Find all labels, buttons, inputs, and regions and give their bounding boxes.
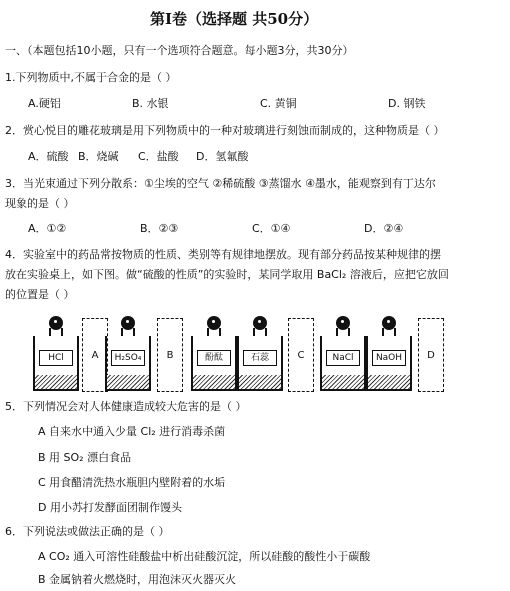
bottle-neck: [49, 328, 63, 336]
question-4-stem-line1: 4．实验室中的药品常按物质的性质、类别等有规律地摆放。现有部分药品按某种规律的摆: [5, 248, 441, 261]
bottle-liquid: [239, 375, 281, 389]
question-3-stem-line2: 现象的是（ ）: [5, 197, 75, 210]
bottle-liquid: [322, 375, 364, 389]
bottle-neck: [121, 328, 135, 336]
reagent-bottle: [320, 336, 366, 391]
reagent-bottle: [191, 336, 237, 391]
bottle-neck: [336, 328, 350, 336]
question-5-stem: 5．下列情况会对人体健康造成较大危害的是（ ）: [5, 400, 247, 413]
bottle-liquid: [193, 375, 235, 389]
bottle-label: NaCl: [326, 350, 360, 366]
question-2-stem: 2．赏心悦目的雕花玻璃是用下列物质中的一种对玻璃进行刻蚀而制成的，这种物质是（ ）: [5, 124, 445, 137]
bottle-liquid: [368, 375, 410, 389]
bottle-label: 酚酞: [197, 350, 231, 366]
reagent-bottle: [366, 336, 412, 391]
question-5-option-b: B 用 SO₂ 漂白食品: [38, 451, 132, 464]
question-3-options: [28, 222, 403, 236]
empty-slot: C: [288, 318, 314, 392]
bottle-neck: [253, 328, 267, 336]
bottle-neck: [382, 328, 396, 336]
question-2-options: [28, 150, 248, 164]
reagent-bottle: [105, 336, 151, 391]
empty-slot: B: [157, 318, 183, 392]
question-4-stem-line2: 放在实验桌上，如下图。做“硫酸的性质”的实验时，某同学取用 BaCl₂ 溶液后，应把它放回: [5, 268, 449, 281]
question-6-option-a: A CO₂ 通入可溶性硅酸盐中析出硅酸沉淀，所以硅酸的酸性小于碳酸: [38, 550, 371, 563]
bottle-liquid: [35, 375, 77, 389]
question-4-stem-line3: 的位置是（ ）: [5, 288, 75, 301]
option-d: D. 钢铁: [388, 97, 426, 110]
question-1-stem: 1.下列物质中,不属于合金的是（ ）: [5, 71, 177, 84]
question-3-stem-line1: 3．当光束通过下列分散系：①尘埃的空气 ②稀硫酸 ③蒸馏水 ④墨水，能观察到有丁达尔: [5, 177, 436, 190]
reagent-bottle: [237, 336, 283, 391]
option-d: D．氢氟酸: [196, 150, 249, 163]
bottle-liquid: [107, 375, 149, 389]
bottle-label: NaOH: [372, 350, 406, 366]
question-5-option-a: A 自来水中通入少量 Cl₂ 进行消毒杀菌: [38, 425, 226, 438]
option-a: A．硫酸: [28, 150, 69, 163]
option-b: B．烧碱: [78, 150, 119, 163]
question-6-stem: 6．下列说法或做法正确的是（ ）: [5, 525, 170, 538]
section-intro: 一、（本题包括10小题，只有一个选项符合题意。每小题3分，共30分）: [5, 44, 354, 57]
bottle-label: HCl: [39, 350, 73, 366]
bottle-label: 石蕊: [243, 350, 277, 366]
option-a: A．①②: [28, 222, 67, 235]
question-5-option-c: C 用食醋清洗热水瓶胆内壁附着的水垢: [38, 476, 226, 489]
question-5-option-d: D 用小苏打发酵面团制作馒头: [38, 501, 182, 514]
option-c: C．盐酸: [138, 150, 179, 163]
empty-slot: D: [418, 318, 444, 392]
option-c: C. 黄铜: [260, 97, 297, 110]
empty-slot: A: [82, 318, 108, 392]
bottle-label: H₂SO₄: [111, 350, 145, 366]
question-6-option-b: B 金属钠着火燃烧时，用泡沫灭火器灭火: [38, 573, 237, 586]
option-a: A.硬铝: [28, 97, 61, 110]
option-b: B. 水银: [132, 97, 169, 110]
option-c: C．①④: [252, 222, 291, 235]
question-1-options: [28, 97, 425, 111]
section-title: 第Ⅰ卷（选择题 共50分）: [150, 10, 319, 28]
option-d: D．②④: [364, 222, 404, 235]
option-b: B．②③: [140, 222, 179, 235]
bottle-neck: [207, 328, 221, 336]
reagent-bottle: [33, 336, 79, 391]
